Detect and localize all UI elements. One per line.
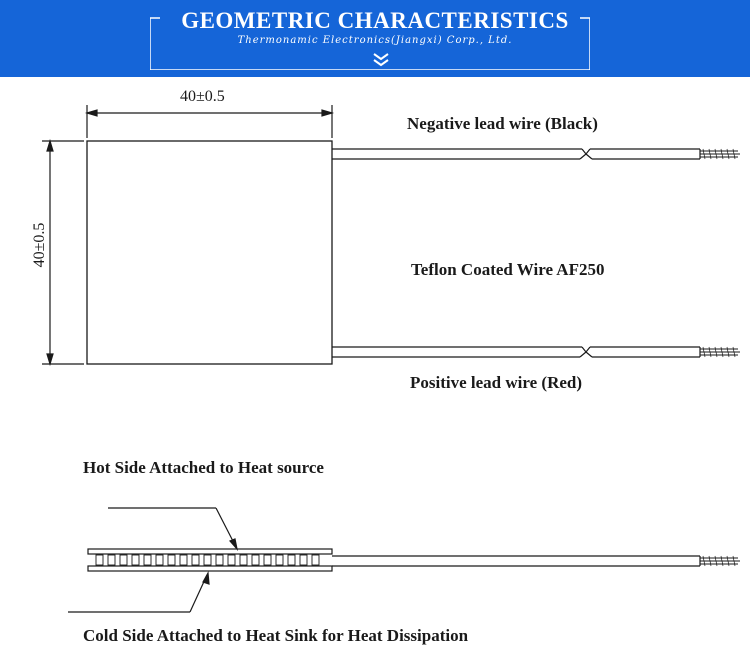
width-dimension xyxy=(87,105,332,138)
module-side-view xyxy=(88,549,740,571)
positive-lead-wire xyxy=(332,347,740,357)
company-name: Thermonamic Electronics(Jiangxi) Corp., Ltd. xyxy=(237,35,513,46)
page-title: GEOMETRIC CHARACTERISTICS xyxy=(181,8,569,33)
negative-lead-wire xyxy=(332,149,740,159)
width-dimension-label: 40±0.5 xyxy=(180,88,225,105)
cold-side-label: Cold Side Attached to Heat Sink for Heat Dissipation xyxy=(83,626,469,645)
hot-side-leader xyxy=(108,508,237,549)
height-dimension-label: 40±0.5 xyxy=(31,222,48,268)
wire-coating-label: Teflon Coated Wire AF250 xyxy=(411,260,605,279)
hot-side-label: Hot Side Attached to Heat source xyxy=(83,458,324,477)
cold-side-leader xyxy=(68,573,209,612)
negative-wire-label: Negative lead wire (Black) xyxy=(407,114,598,133)
module-top-view xyxy=(87,141,332,364)
positive-wire-label: Positive lead wire (Red) xyxy=(410,373,583,392)
